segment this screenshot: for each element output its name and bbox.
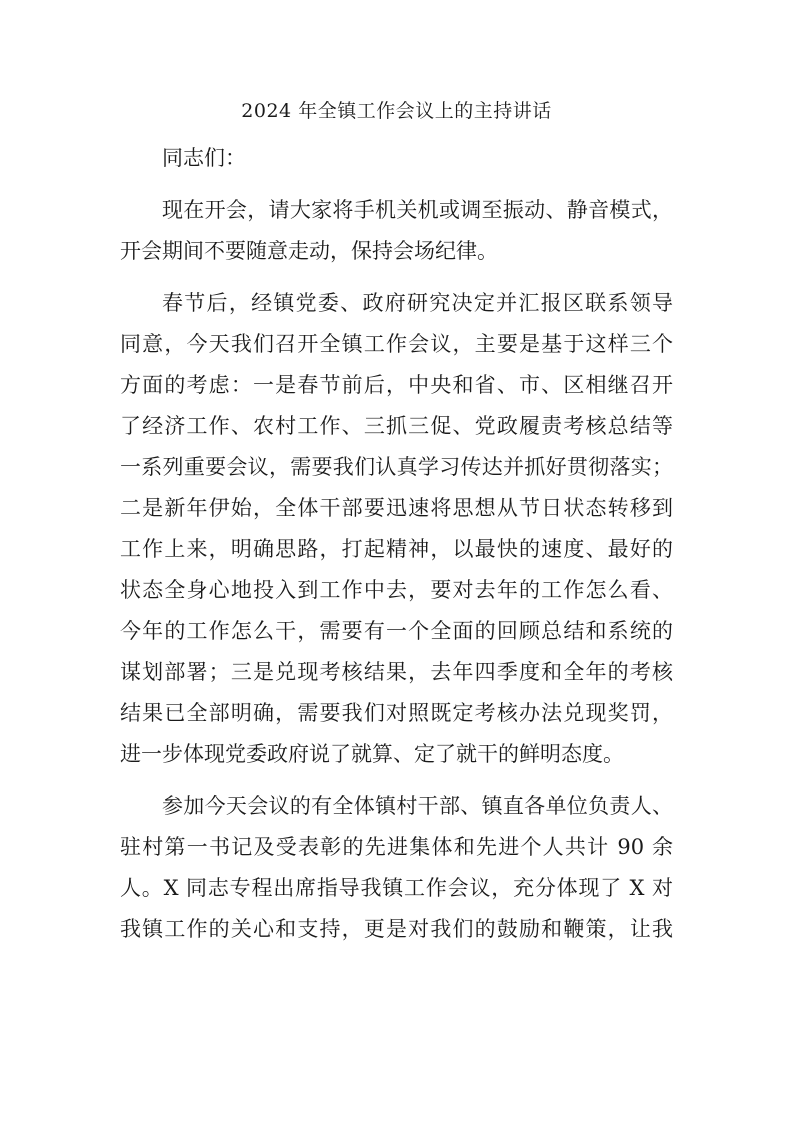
paragraph-line: 方面的考虑：一是春节前后，中央和省、市、区相继召开 <box>120 373 673 397</box>
paragraph-line: 参加今天会议的有全体镇村干部、镇直各单位负责人、 <box>162 794 673 818</box>
paragraph-line: 驻村第一书记及受表彰的先进集体和先进个人共计 90 余 <box>120 835 673 859</box>
paragraph-line: 工作上来，明确思路，打起精神，以最快的速度、最好的 <box>120 537 673 561</box>
paragraph-line: 春节后，经镇党委、政府研究决定并汇报区联系领导 <box>162 291 673 315</box>
paragraph-line: 结果已全部明确，需要我们对照既定考核办法兑现奖罚， <box>120 701 673 725</box>
paragraph-line: 我镇工作的关心和支持，更是对我们的鼓励和鞭策，让我 <box>120 917 673 941</box>
greeting: 同志们： <box>162 146 246 170</box>
paragraph-line: 同意，今天我们召开全镇工作会议，主要是基于这样三个 <box>120 332 673 356</box>
paragraph-line: 谋划部署；三是兑现考核结果，去年四季度和全年的考核 <box>120 660 673 684</box>
document-title: 2024 年全镇工作会议上的主持讲话 <box>241 100 552 122</box>
paragraph-line: 状态全身心地投入到工作中去，要对去年的工作怎么看、 <box>120 578 673 602</box>
paragraph-line: 了经济工作、农村工作、三抓三促、党政履责考核总结等 <box>120 414 673 438</box>
paragraph-line: 二是新年伊始，全体干部要迅速将思想从节日状态转移到 <box>120 496 673 520</box>
paragraph-line: 进一步体现党委政府说了就算、定了就干的鲜明态度。 <box>120 742 624 766</box>
paragraph-line: 开会期间不要随意走动，保持会场纪律。 <box>120 239 498 263</box>
paragraph-line: 今年的工作怎么干，需要有一个全面的回顾总结和系统的 <box>120 619 673 643</box>
paragraph-line: 人。X 同志专程出席指导我镇工作会议，充分体现了 X 对 <box>120 876 673 900</box>
paragraph-line: 一系列重要会议，需要我们认真学习传达并抓好贯彻落实； <box>120 455 673 479</box>
paragraph-line: 现在开会，请大家将手机关机或调至振动、静音模式， <box>162 198 673 222</box>
